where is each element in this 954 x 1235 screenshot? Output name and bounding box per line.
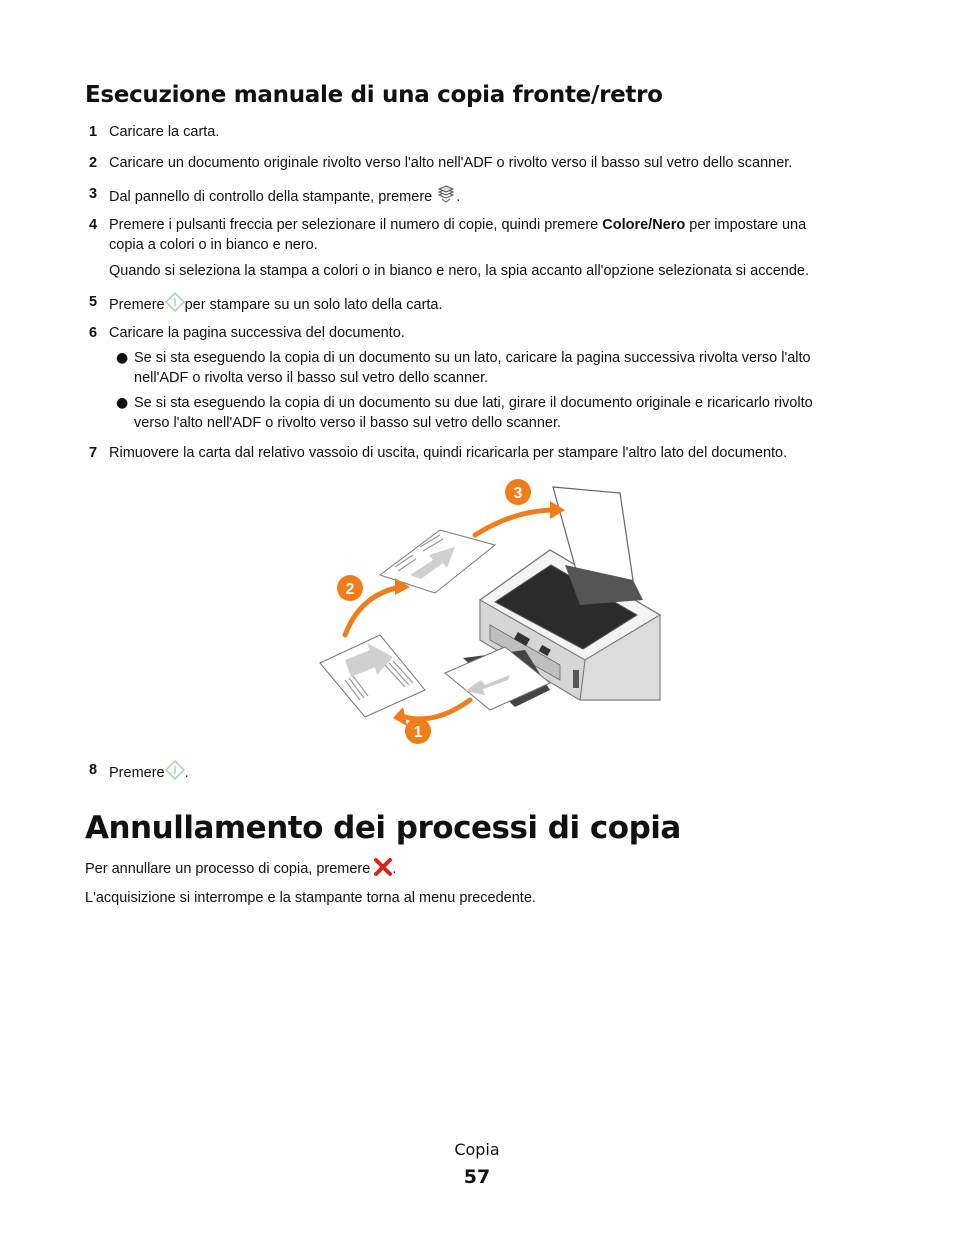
step-number-3: 3 — [89, 186, 98, 202]
cancel-paragraph-1-after: . — [392, 861, 397, 877]
page-number: 57 — [463, 1166, 491, 1188]
callout-3-label: 3 — [513, 485, 523, 502]
step-number-4: 4 — [89, 217, 98, 233]
step-3-text-before: Dal pannello di controllo della stampante, premere — [109, 189, 433, 205]
step-3-text-after: . — [456, 189, 461, 205]
step-6-text: Caricare la pagina successiva del documento. — [109, 325, 405, 341]
step-3-text — [109, 184, 460, 210]
cancel-section-title: Annullamento dei processi di copia — [85, 810, 681, 846]
step-6-bullet-2-line-1: Se si sta eseguendo la copia di un documento su due lati, girare il documento originale e ricaricarlo rivolto — [134, 395, 813, 411]
step-5-text-after: per stampare su un solo lato della carta. — [184, 297, 443, 313]
step-5-text — [109, 292, 443, 318]
duplex-copy-illustration — [315, 475, 665, 747]
bullet-marker: ● — [116, 395, 129, 411]
callout-3 — [505, 479, 531, 505]
step-5-text-before: Premere — [109, 297, 165, 313]
step-number-8: 8 — [89, 762, 98, 778]
callout-1 — [405, 718, 431, 744]
step-4-line-2: copia a colori o in bianco e nero. — [109, 237, 318, 253]
copy-icon — [436, 184, 456, 210]
step-number-5: 5 — [89, 294, 98, 310]
step-4-text-before: Premere i pulsanti freccia per selezionare il numero di copie, quindi premere — [109, 217, 599, 233]
step-8-text — [109, 760, 189, 786]
callout-1-label: 1 — [413, 724, 423, 741]
bullet-marker: ● — [116, 350, 129, 366]
step-2-text: Caricare un documento originale rivolto verso l'alto nell'ADF o rivolto verso il basso sul vetro dello scanner. — [109, 155, 793, 171]
step-4-note: Quando si seleziona la stampa a colori o in bianco e nero, la spia accanto all'opzione selezionata si accende. — [109, 263, 810, 279]
step-4-bold-button-name: Colore/Nero — [602, 217, 686, 233]
step-8-text-before: Premere — [109, 765, 165, 781]
step-6-bullet-2-line-2: verso l'alto nell'ADF o rivolto verso il basso sul vetro dello scanner. — [134, 415, 562, 431]
step-number-1: 1 — [89, 124, 98, 140]
step-number-6: 6 — [89, 325, 98, 341]
step-number-2: 2 — [89, 155, 98, 171]
callout-2-label: 2 — [345, 581, 355, 598]
cancel-icon — [374, 858, 392, 882]
section-title: Esecuzione manuale di una copia fronte/retro — [85, 82, 663, 108]
start-icon — [165, 292, 185, 318]
step-8-text-after: . — [184, 765, 189, 781]
step-4-line-1 — [109, 215, 806, 235]
footer-chapter-title: Copia — [454, 1140, 500, 1159]
start-icon — [165, 760, 185, 786]
cancel-paragraph-2: L'acquisizione si interrompe e la stampante torna al menu precedente. — [85, 890, 536, 906]
step-4-text-after: per impostare una — [689, 217, 807, 233]
cancel-paragraph-1-before: Per annullare un processo di copia, premere — [85, 861, 371, 877]
callout-2 — [337, 575, 363, 601]
step-1-text: Caricare la carta. — [109, 124, 220, 140]
step-6-bullet-1-line-1: Se si sta eseguendo la copia di un documento su un lato, caricare la pagina successiva rivolta verso l'alto — [134, 350, 811, 366]
step-6-bullet-1-line-2: nell'ADF o rivolta verso il basso sul vetro dello scanner. — [134, 370, 489, 386]
step-7-text: Rimuovere la carta dal relativo vassoio di uscita, quindi ricaricarla per stampare l'altro lato del documento. — [109, 445, 788, 461]
flipped-sheet — [320, 635, 425, 717]
step-number-7: 7 — [89, 445, 98, 461]
cancel-paragraph-1 — [85, 858, 396, 882]
